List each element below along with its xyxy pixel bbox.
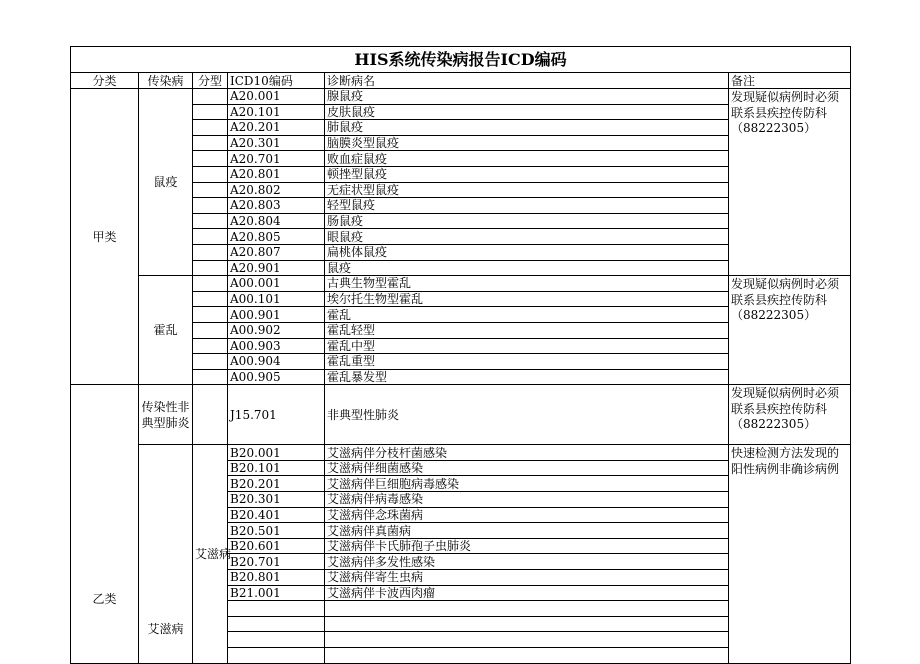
subtype-cell (193, 307, 228, 323)
icd10-code: B20.501 (228, 523, 325, 539)
header-remark: 备注 (729, 73, 851, 89)
icd10-code: A00.903 (228, 338, 325, 354)
icd10-code: B20.001 (228, 445, 325, 461)
icd10-code: B20.601 (228, 538, 325, 554)
subtype-cell (193, 213, 228, 229)
diagnosis-name: 眼鼠疫 (325, 229, 729, 245)
diagnosis-name: 脑膜炎型鼠疫 (325, 135, 729, 151)
subtype-cell (193, 166, 228, 182)
header-row (71, 73, 851, 89)
icd10-code: A00.902 (228, 322, 325, 338)
table-row (71, 276, 851, 292)
icd10-code: A20.804 (228, 213, 325, 229)
diagnosis-name: 肠鼠疫 (325, 213, 729, 229)
icd10-code: A20.805 (228, 229, 325, 245)
diagnosis-name: 霍乱重型 (325, 354, 729, 370)
diagnosis-name: 艾滋病伴病毒感染 (325, 492, 729, 508)
subtype-cell (193, 354, 228, 370)
diagnosis-name (325, 648, 729, 664)
header-icd10: ICD10编码 (228, 73, 325, 89)
diagnosis-name: 顿挫型鼠疫 (325, 166, 729, 182)
table-row (71, 385, 851, 445)
diagnosis-name (325, 616, 729, 632)
subtype-cell (193, 338, 228, 354)
header-subtype: 分型 (193, 73, 228, 89)
diagnosis-name: 埃尔托生物型霍乱 (325, 291, 729, 307)
subtype-cell (193, 385, 228, 445)
icd10-code: B20.201 (228, 476, 325, 492)
icd10-code: B20.301 (228, 492, 325, 508)
icd10-code (228, 648, 325, 664)
subtype-cell (193, 291, 228, 307)
subtype-cell (193, 135, 228, 151)
icd10-code: A20.701 (228, 151, 325, 167)
icd10-code: B20.701 (228, 554, 325, 570)
header-category: 分类 (71, 73, 139, 89)
diagnosis-name: 霍乱暴发型 (325, 369, 729, 385)
header-disease: 传染病 (139, 73, 193, 89)
icd10-code: A20.901 (228, 260, 325, 276)
icd10-code: A00.901 (228, 307, 325, 323)
diagnosis-name: 腺鼠疫 (325, 89, 729, 105)
diagnosis-name: 非典型性肺炎 (325, 385, 729, 445)
subtype-cell (193, 229, 228, 245)
icd10-code: B20.401 (228, 507, 325, 523)
diagnosis-name: 霍乱中型 (325, 338, 729, 354)
subtype-cell (193, 120, 228, 136)
icd10-code: A00.101 (228, 291, 325, 307)
icd10-code: A20.101 (228, 104, 325, 120)
subtype-cell (193, 89, 228, 105)
diagnosis-name: 艾滋病伴念珠菌病 (325, 507, 729, 523)
diagnosis-name (325, 632, 729, 648)
diagnosis-name (325, 601, 729, 617)
diagnosis-name: 艾滋病伴多发性感染 (325, 554, 729, 570)
subtype-cell (193, 104, 228, 120)
icd10-code: A20.201 (228, 120, 325, 136)
table-row (71, 89, 851, 105)
remark-cell: 快速检测方法发现的阳性病例非确诊病例 (729, 445, 851, 663)
diagnosis-name: 肺鼠疫 (325, 120, 729, 136)
icd10-code: A20.803 (228, 198, 325, 214)
diagnosis-name: 艾滋病伴卡氏肺孢子虫肺炎 (325, 538, 729, 554)
icd10-code: J15.701 (228, 385, 325, 445)
icd10-code: A00.905 (228, 369, 325, 385)
subtype-cell (193, 198, 228, 214)
category-cell: 乙类 (71, 385, 139, 663)
icd10-code: A20.802 (228, 182, 325, 198)
icd-table (70, 46, 851, 664)
subtype-cell (193, 151, 228, 167)
icd10-code: B20.801 (228, 570, 325, 586)
subtype-cell (193, 322, 228, 338)
icd10-code (228, 601, 325, 617)
icd10-code: B21.001 (228, 585, 325, 601)
diagnosis-name: 扁桃体鼠疫 (325, 244, 729, 260)
icd10-code (228, 632, 325, 648)
icd10-code: A00.001 (228, 276, 325, 292)
diagnosis-name: 艾滋病伴真菌病 (325, 523, 729, 539)
title-row (71, 47, 851, 73)
icd10-code: A20.001 (228, 89, 325, 105)
icd10-code (228, 616, 325, 632)
diagnosis-name: 古典生物型霍乱 (325, 276, 729, 292)
diagnosis-name: 皮肤鼠疫 (325, 104, 729, 120)
subtype-cell (193, 276, 228, 292)
subtype-cell (193, 369, 228, 385)
subtype-cell (193, 244, 228, 260)
icd10-code: A00.904 (228, 354, 325, 370)
diagnosis-name: 霍乱轻型 (325, 322, 729, 338)
icd10-code: B20.101 (228, 460, 325, 476)
diagnosis-name: 轻型鼠疫 (325, 198, 729, 214)
diagnosis-name: 艾滋病伴细菌感染 (325, 460, 729, 476)
subtype-cell (193, 182, 228, 198)
remark-cell: 发现疑似病例时必须联系县疾控传防科（88222305） (729, 89, 851, 276)
disease-cell: 艾滋病 (139, 445, 193, 663)
remark-cell: 发现疑似病例时必须联系县疾控传防科（88222305） (729, 385, 851, 445)
disease-cell: 传染性非典型肺炎 (139, 385, 193, 445)
disease-cell: 鼠疫 (139, 89, 193, 276)
category-cell: 甲类 (71, 89, 139, 385)
diagnosis-name: 无症状型鼠疫 (325, 182, 729, 198)
diagnosis-name: 鼠疫 (325, 260, 729, 276)
diagnosis-name: 艾滋病伴分枝杆菌感染 (325, 445, 729, 461)
disease-cell: 霍乱 (139, 276, 193, 385)
icd-sheet (70, 46, 850, 636)
diagnosis-name: 艾滋病伴寄生虫病 (325, 570, 729, 586)
icd10-code: A20.301 (228, 135, 325, 151)
diagnosis-name: 霍乱 (325, 307, 729, 323)
diagnosis-name: 艾滋病伴巨细胞病毒感染 (325, 476, 729, 492)
diagnosis-name: 败血症鼠疫 (325, 151, 729, 167)
subtype-cell (193, 260, 228, 276)
sheet-title: HIS系统传染病报告ICD编码 (71, 47, 851, 73)
diagnosis-name: 艾滋病伴卡波西肉瘤 (325, 585, 729, 601)
remark-cell: 发现疑似病例时必须联系县疾控传防科（88222305） (729, 276, 851, 385)
icd10-code: A20.807 (228, 244, 325, 260)
subtype-cell: 艾滋病 (193, 445, 228, 663)
header-diagnosis: 诊断病名 (325, 73, 729, 89)
icd10-code: A20.801 (228, 166, 325, 182)
table-row (71, 445, 851, 461)
